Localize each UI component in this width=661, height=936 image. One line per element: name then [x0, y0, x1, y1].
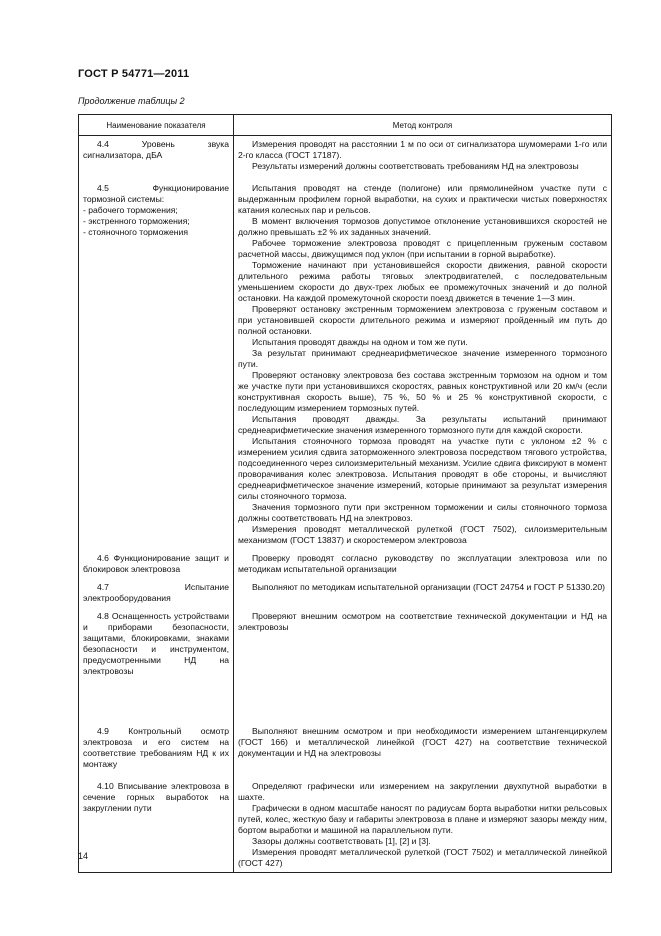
standard-header: ГОСТ Р 54771—2011	[78, 68, 190, 80]
table-row	[79, 549, 612, 578]
table-row	[79, 175, 612, 549]
method-paragraph: Измерения проводят на расстоянии 1 м по оси от сигнализатора шумомерами 1-го или 2-го класса (ГОСТ 17187).	[238, 139, 607, 160]
indicator-title: 4.8 Оснащенность устройствами и приборами безопасности, защитами, блокировками, знаками безопасности и инструментом, предусмотренными НД на электровозы	[83, 611, 229, 676]
indicator-cell	[79, 175, 234, 549]
method-paragraph: Испытания проводят на стенде (полигоне) или прямолинейном участке пути с выдержанным профилем горной выработки, на сухих и практически чистых поверхностях катания колесных пар и рельсов.	[238, 183, 607, 215]
method-cell	[234, 607, 612, 714]
indicator-bullet: - рабочего торможения;	[83, 205, 178, 215]
method-paragraph: Рабочее торможение электровоза проводят с прицепленным груженым составом расчетной массы, движущимся под уклон (при испытании в горной выработке).	[238, 238, 607, 259]
indicator-cell	[79, 714, 234, 773]
table-row	[79, 136, 612, 176]
table-row	[79, 607, 612, 714]
method-cell	[234, 773, 612, 873]
table-body	[79, 136, 612, 873]
column-header-indicator: Наименование показателя	[79, 115, 234, 136]
table-row	[79, 773, 612, 873]
method-paragraph: Результаты измерений должны соответствовать требованиям НД на электровозы	[252, 161, 579, 171]
method-paragraph: Выполняют внешним осмотром и при необходимости измерением штангенциркулем (ГОСТ 166) и металлической линейкой (ГОСТ 427) на соответствие технической документации и НД на электровозы	[238, 726, 607, 758]
method-paragraph: Определяют графически или измерением на закруглении двухпутной выработки в шахте.	[238, 781, 607, 802]
method-paragraph: Выполняют по методикам испытательной организации (ГОСТ 24754 и ГОСТ Р 51330.20)	[252, 582, 605, 592]
indicator-title: 4.10 Вписывание электровоза в сечение горных выработок на закруглении пути	[83, 781, 229, 813]
indicator-bullet: - экстренного торможения;	[83, 216, 190, 226]
method-paragraph: Испытания проводят дважды на одном и том же пути.	[252, 337, 468, 347]
table-row	[79, 578, 612, 607]
indicator-title: 4.7 Испытание электрооборудования	[83, 582, 229, 603]
method-paragraph: Испытания стояночного тормоза проводят на участке пути с уклоном ±2 % с измерением усилия сдвига заторможенного электровоза посредством тягового устройства, подсоединенного через силоизмерительный механизм. Усилие сдвига фиксируют в момент проворачивания колес электровоза. Испытания проводят в обе стороны, и вычисляют среднеарифметическое значение измерений, которые принимают за результат измерения силы стояночного тормоза.	[238, 436, 607, 501]
method-paragraph: Графически в одном масштабе наносят по радиусам борта выработки нитки рельсовых путей, колес, жесткую базу и габариты электровоза в плане и измеряют зазоры между ним, бортом выработки и машиной на параллельном пути.	[238, 803, 607, 835]
indicator-title: 4.5 Функционирование тормозной системы:	[83, 183, 229, 204]
table-row	[79, 714, 612, 773]
method-paragraph: Проверку проводят согласно руководству по эксплуатации электровоза или по методикам испытательной организации	[238, 553, 607, 574]
method-cell	[234, 175, 612, 549]
method-paragraph: Измерения проводят металлической рулеткой (ГОСТ 7502) и металлической линейкой (ГОСТ 427)	[238, 847, 607, 868]
method-paragraph: Испытания проводят дважды. За результаты испытаний принимают среднеарифметические значения измеренного тормозного пути для каждой скорости.	[238, 414, 607, 435]
method-paragraph: В момент включения тормозов допустимое отклонение установившихся скоростей не должно превышать ±2 % их заданных значений.	[238, 216, 607, 237]
method-cell	[234, 714, 612, 773]
table-continuation-label: Продолжение таблицы 2	[78, 96, 185, 106]
indicator-title: 4.4 Уровень звука сигнализатора, дБА	[83, 139, 229, 160]
method-paragraph: Зазоры должны соответствовать [1], [2] и [3].	[252, 836, 431, 846]
indicator-cell	[79, 136, 234, 176]
column-header-method: Метод контроля	[234, 115, 612, 136]
method-cell	[234, 136, 612, 176]
method-paragraph: Проверяют остановку экстренным торможением электровоза с груженым составом и при установившей скорости длительного режима и измеряют пройденный им путь до полной остановки.	[238, 304, 607, 336]
method-table	[78, 114, 612, 873]
page-number: 14	[78, 851, 89, 861]
indicator-title: 4.9 Контрольный осмотр электровоза и его систем на соответствие требованиям НД к их монтажу	[83, 726, 229, 769]
indicator-cell	[79, 773, 234, 873]
method-cell	[234, 578, 612, 607]
method-paragraph: Проверяют внешним осмотром на соответствие технической документации и НД на электровозы	[238, 611, 607, 632]
method-paragraph: За результат принимают среднеарифметическое значение измеренного тормозного пути.	[238, 348, 607, 369]
method-paragraph: Проверяют остановку электровоза без состава экстренным тормозом на одном и том же участке пути при установившихся скоростях, равных конструктивной или 20 км/ч (если конструктивная скорость выше), 75 %, 50 % и 25 % конструктивной скорости, с последующим измерением тормозных путей.	[238, 370, 607, 413]
method-paragraph: Торможение начинают при установившейся скорости движения, равной скорости длительного режима работы тяговых электродвигателей, с последовательным уменьшением скорости до двух-трех любых ее промежуточных значений и до полной остановки. На каждой промежуточной скорости поезд движется в течение 1—3 мин.	[238, 260, 607, 303]
indicator-cell	[79, 578, 234, 607]
method-paragraph: Измерения проводят металлической рулеткой (ГОСТ 7502), силоизмерительным механизмом (ГОСТ 13837) и скоростемером электровоза	[238, 524, 607, 545]
indicator-cell	[79, 607, 234, 714]
indicator-bullet: - стояночного торможения	[83, 227, 188, 237]
method-paragraph: Значения тормозного пути при экстренном торможении и силы стояночного тормоза должны соответствовать НД на электровоз.	[238, 502, 607, 523]
indicator-title: 4.6 Функционирование защит и блокировок электровоза	[83, 553, 229, 574]
method-cell	[234, 549, 612, 578]
table-header-row	[79, 115, 612, 136]
indicator-cell	[79, 549, 234, 578]
